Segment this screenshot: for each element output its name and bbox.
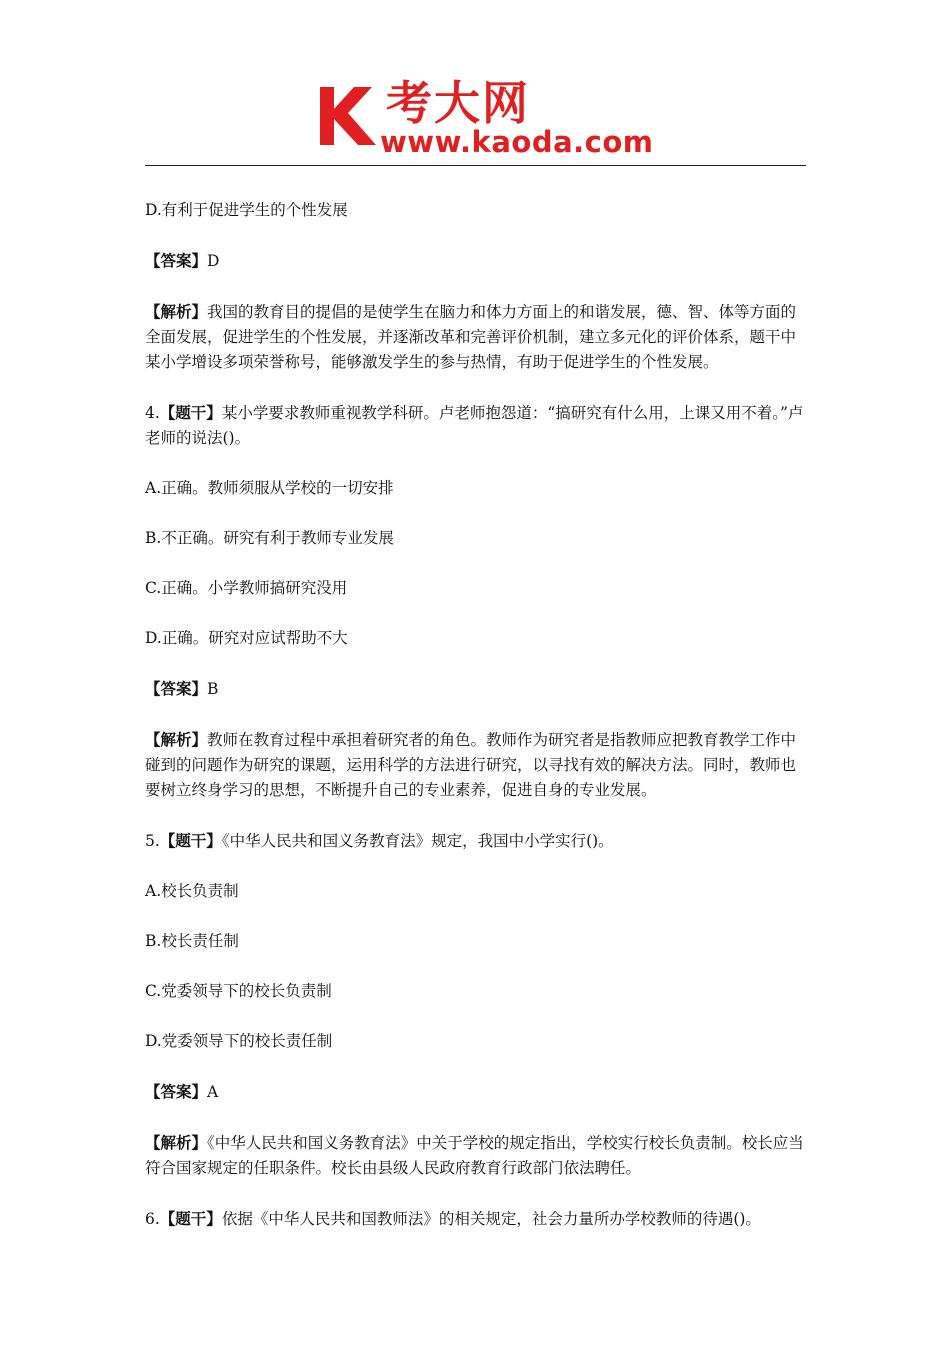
question-stem [145, 828, 811, 854]
section-label: 【题干】 [159, 831, 222, 850]
question-stem [145, 1206, 811, 1232]
option-line [145, 626, 811, 651]
question-number: 6. [145, 1210, 160, 1228]
option-line [145, 879, 811, 904]
option-text: B.不正确。研究有利于教师专业发展 [145, 529, 394, 547]
answer-block [145, 299, 811, 375]
question-number: 5. [145, 832, 160, 850]
section-text: B [207, 680, 219, 698]
question-number: 4. [145, 404, 160, 422]
option-line [145, 198, 811, 223]
answer-block [145, 727, 811, 803]
section-text: 《中华人民共和国义务教育法》中关于学校的规定指出，学校实行校长负责制。校长应当符合国家规定的任职条件。校长由县级人民政府教育行政部门依法聘任。 [145, 1134, 804, 1177]
section-label: 【答案】 [145, 251, 208, 270]
section-label: 【解析】 [145, 730, 208, 749]
option-line [145, 979, 811, 1004]
section-text: A [207, 1083, 219, 1101]
section-label: 【解析】 [145, 1133, 208, 1152]
section-text: 教师在教育过程中承担着研究者的角色。教师作为研究者是指教师应把教育教学工作中碰到的问题作为研究的课题，运用科学的方法进行研究，以寻找有效的解决方法。同时，教师也要树立终身学习的思想，不断提升自己的专业素养，促进自身的专业发展。 [145, 731, 797, 799]
option-line [145, 929, 811, 954]
section-text: D [207, 252, 220, 270]
section-text: 依据《中华人民共和国教师法》的相关规定，社会力量所办学校教师的待遇()。 [221, 1210, 761, 1228]
answer-block [145, 1079, 811, 1105]
option-text: D.正确。研究对应试帮助不大 [145, 629, 348, 647]
header-divider [145, 165, 806, 166]
section-label: 【题干】 [159, 1209, 222, 1228]
question-stem [145, 400, 811, 451]
document-body [145, 198, 811, 1257]
section-label: 【解析】 [145, 302, 208, 321]
k-logo-mark-icon [318, 83, 382, 147]
option-line [145, 576, 811, 601]
option-text: D.有利于促进学生的个性发展 [145, 201, 348, 219]
section-label: 【答案】 [145, 679, 208, 698]
option-text: D.党委领导下的校长责任制 [145, 1032, 333, 1050]
option-line [145, 476, 811, 501]
brand-name-cn: 考大网 [386, 76, 530, 130]
option-line [145, 1029, 811, 1054]
answer-block [145, 1130, 811, 1181]
section-text: 我国的教育目的提倡的是使学生在脑力和体力方面上的和谐发展，德、智、体等方面的全面发展，促进学生的个性发展，并逐渐改革和完善评价机制，建立多元化的评价体系，题干中某小学增设多项荣誉称号，能够激发学生的参与热情，有助于促进学生的个性发展。 [145, 303, 797, 371]
answer-block [145, 248, 811, 274]
option-text: C.党委领导下的校长负责制 [145, 982, 332, 1000]
option-text: A.正确。教师须服从学校的一切安排 [145, 479, 394, 497]
option-text: A.校长负责制 [145, 882, 239, 900]
kaoda-logo [318, 76, 654, 161]
option-text: C.正确。小学教师搞研究没用 [145, 579, 348, 597]
option-line [145, 526, 811, 551]
section-text: 某小学要求教师重视教学科研。卢老师抱怨道：“搞研究有什么用，上课又用不着。”卢老师的说法()。 [145, 404, 804, 447]
section-label: 【题干】 [159, 403, 222, 422]
section-label: 【答案】 [145, 1082, 208, 1101]
brand-url: www.kaoda.com [380, 125, 654, 159]
section-text: 《中华人民共和国义务教育法》规定，我国中小学实行()。 [221, 832, 614, 850]
answer-block [145, 676, 811, 702]
option-text: B.校长责任制 [145, 932, 239, 950]
